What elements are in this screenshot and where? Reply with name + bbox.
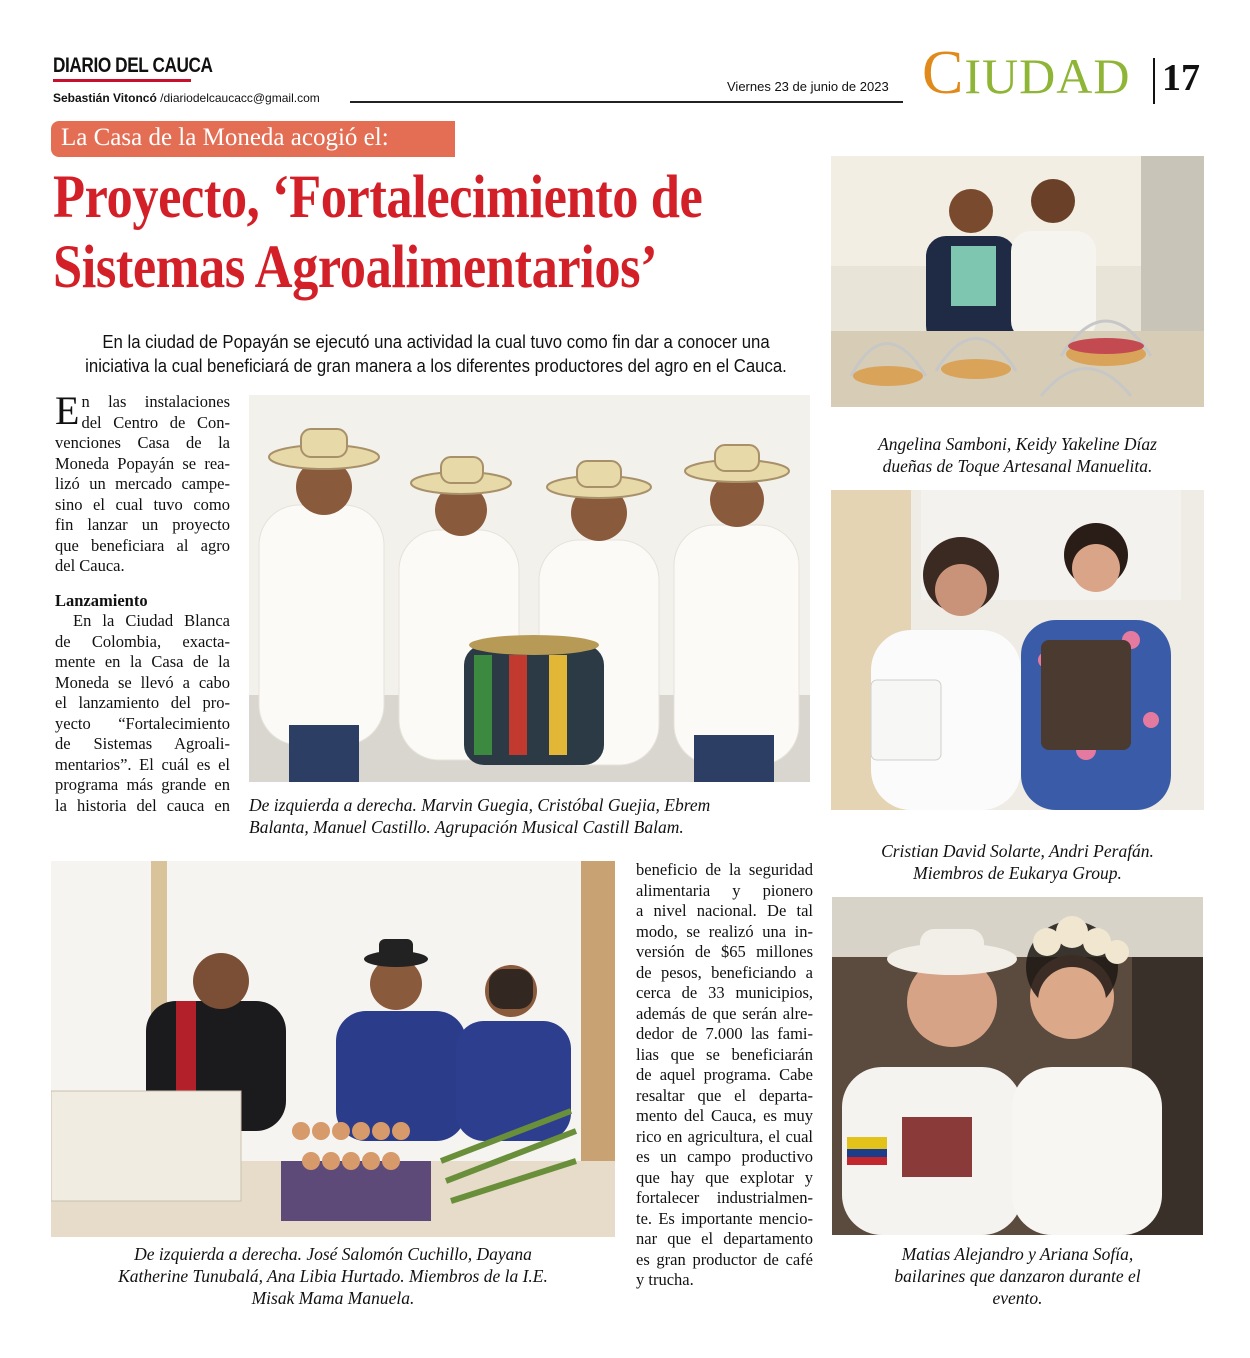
page-number-divider xyxy=(1153,58,1155,104)
caption-bakers xyxy=(831,433,1204,477)
text-line: beneficio de la seguridad xyxy=(636,860,813,879)
author-name: Sebastián Vitoncó xyxy=(53,91,157,105)
text-line: mento del Cauca, es muy xyxy=(636,1106,813,1125)
photo-misak-mama-manuela xyxy=(51,861,615,1237)
text-line: n las instalaciones xyxy=(81,392,230,411)
text-line: rico en agricultura, el cual xyxy=(636,1126,813,1146)
text-line: Moneda se llevó a cabo xyxy=(55,672,230,692)
text-line: es gran productor de café xyxy=(636,1249,813,1269)
text-line: lizó un mercado campe- xyxy=(55,474,230,493)
header-rule xyxy=(350,101,903,103)
deck-line: iniciativa la cual beneficiará de gran manera a los diferentes productores del agro en el Cauca. xyxy=(85,356,787,376)
section-name xyxy=(922,39,1131,107)
text-line: fortalecer industrialmen- xyxy=(636,1188,813,1207)
text-line: dedor de 7.000 las fami- xyxy=(636,1024,813,1043)
text-line: de pesos, beneficiando a xyxy=(636,962,813,982)
text-line: alimentaria y pionero xyxy=(636,880,813,900)
text-line: mentarios”. El cuál es el xyxy=(55,754,230,774)
deck-line: En la ciudad de Popayán se ejecutó una actividad la cual tuvo como fin dar a conocer una xyxy=(102,332,770,352)
text-line: de aquel programa. Cabe xyxy=(636,1065,813,1084)
text-line: de Sistemas Agroali- xyxy=(55,734,230,753)
photo-dancers xyxy=(832,897,1203,1235)
caption-misak xyxy=(51,1243,615,1309)
caption-line: De izquierda a derecha. Marvin Guegia, Cristóbal Guejia, Ebrem xyxy=(249,795,711,815)
text-line: de Colombia, exacta- xyxy=(55,631,230,651)
text-line: te. Es importante mencio- xyxy=(636,1208,813,1228)
text-line: lias que se beneficiarán xyxy=(636,1044,813,1064)
text-line: es un campo productivo xyxy=(636,1147,813,1166)
caption-line: Misak Mama Manuela. xyxy=(251,1288,415,1308)
issue-date: Viernes 23 de junio de 2023 xyxy=(727,79,889,94)
text-line: fin lanzar un proyecto xyxy=(55,515,230,534)
text-line: En la Ciudad Blanca xyxy=(73,611,230,630)
section-rest: IUDAD xyxy=(964,48,1131,104)
caption-line: Balanta, Manuel Castillo. Agrupación Musical Castill Balam. xyxy=(249,817,684,837)
subhead: Lanzamiento xyxy=(55,590,148,610)
caption-dancers xyxy=(832,1243,1203,1309)
text-line: además de que serán alre- xyxy=(636,1003,813,1023)
caption-line: dueñas de Toque Artesanal Manuelita. xyxy=(882,456,1153,476)
section-initial: C xyxy=(922,39,965,107)
photo-bakers xyxy=(831,156,1204,407)
caption-line: evento. xyxy=(992,1288,1043,1308)
text-line: sino el cual tuvo como xyxy=(55,494,230,514)
headline xyxy=(53,163,823,303)
text-line: nar que el departamento xyxy=(636,1229,813,1248)
caption-musicians xyxy=(249,794,810,838)
text-line: que hay que explotar y xyxy=(636,1167,813,1187)
text-line: la historia del cauca en xyxy=(55,795,230,815)
caption-line: Matias Alejandro y Ariana Sofía, xyxy=(901,1244,1134,1264)
author-byline xyxy=(53,91,320,105)
text-line: del Cauca. xyxy=(55,556,125,575)
caption-eukarya xyxy=(831,840,1204,884)
photo-eukarya-group xyxy=(831,490,1204,810)
caption-line: De izquierda a derecha. José Salomón Cuchillo, Dayana xyxy=(134,1244,532,1264)
headline-line: Proyecto, ‘Fortalecimiento de xyxy=(53,164,703,231)
text-line: del Centro de Con- xyxy=(81,412,230,432)
text-line: a nivel nacional. De tal xyxy=(636,901,813,920)
body-column-1 xyxy=(55,388,230,816)
caption-line: Katherine Tunubalá, Ana Libia Hurtado. Miembros de la I.E. xyxy=(118,1266,548,1286)
text-line: mente en la Casa de la xyxy=(55,652,230,671)
caption-line: Cristian David Solarte, Andri Perafán. xyxy=(881,841,1154,861)
masthead-rule xyxy=(53,79,191,82)
intro-paragraph xyxy=(55,388,230,577)
text-line: resaltar que el departa- xyxy=(636,1085,813,1105)
text-line: que beneficiara al agro xyxy=(55,535,230,555)
deck xyxy=(56,330,816,378)
caption-line: Angelina Samboni, Keidy Yakeline Díaz xyxy=(878,434,1157,454)
caption-line: bailarines que danzaron durante el xyxy=(894,1266,1141,1286)
text-line: el lanzamiento del pro- xyxy=(55,693,230,712)
author-email: /diariodelcaucacc@gmail.com xyxy=(160,91,320,105)
text-line: yecto “Fortalecimiento xyxy=(55,713,230,733)
text-line: modo, se realizó una in- xyxy=(636,921,813,941)
caption-line: Miembros de Eukarya Group. xyxy=(913,863,1122,883)
photo-musicians xyxy=(249,395,810,782)
page-number: 17 xyxy=(1162,57,1200,99)
body-column-2 xyxy=(636,860,813,1291)
text-line: versión de $65 millones xyxy=(636,942,813,961)
masthead: DIARIO DEL CAUCA xyxy=(53,54,213,77)
kicker-text: La Casa de la Moneda acogió el: xyxy=(61,124,389,151)
headline-line: Sistemas Agroalimentarios’ xyxy=(53,234,658,301)
text-line: venciones Casa de la xyxy=(55,433,230,452)
text-line: Moneda Popayán se rea- xyxy=(55,453,230,473)
text-line: y trucha. xyxy=(636,1270,694,1289)
text-line: cerca de 33 municipios, xyxy=(636,983,813,1002)
kicker-banner xyxy=(51,121,455,157)
body-paragraph xyxy=(55,611,230,816)
text-line: programa más grande en xyxy=(55,775,230,794)
drop-cap: E xyxy=(55,388,80,433)
